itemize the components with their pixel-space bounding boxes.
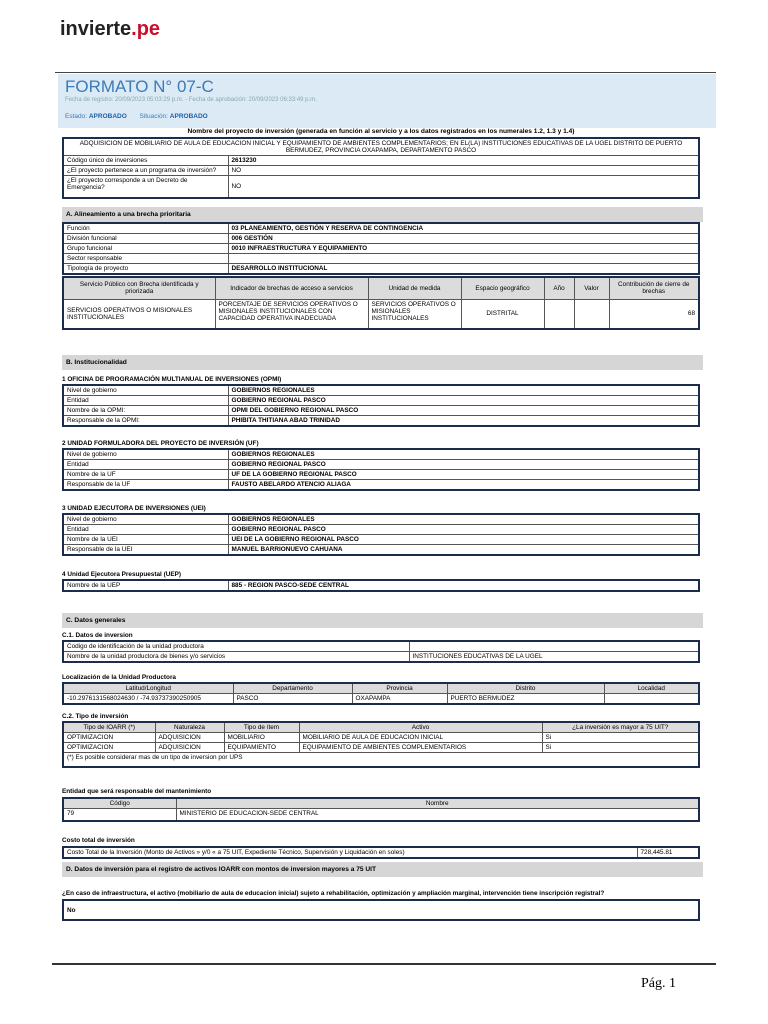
mant-cell: MINISTERIO DE EDUCACION-SEDE CENTRAL	[176, 809, 699, 821]
brecha-header: Servicio Público con Brecha identificada y priorizada	[63, 277, 215, 299]
brecha-cell: SERVICIOS OPERATIVOS O MISIONALES INSTITUCIONALES	[63, 299, 215, 329]
localizacion-table	[62, 682, 700, 705]
project-row-value: 2613230	[228, 156, 699, 166]
brecha-cell: PORCENTAJE DE SERVICIOS OPERATIVOS O MISIONALES INSTITUCIONALES CON CAPACIDAD OPERATIVA INADECUADA	[215, 299, 368, 329]
section-c-title: C. Datos generales	[62, 613, 703, 628]
row-value: GOBIERNOS REGIONALES	[228, 449, 699, 460]
loc-header: Provincia	[352, 683, 447, 694]
row-value: 0010 INFRAESTRUCTURA Y EQUIPAMIENTO	[228, 244, 699, 254]
row-value: 006 GESTIÓN	[228, 234, 699, 244]
row-value: DESARROLLO INSTITUCIONAL	[228, 264, 699, 275]
row-label: Nivel de gobierno	[63, 385, 228, 396]
loc-cell	[604, 694, 699, 705]
project-table	[62, 137, 700, 199]
row-label: Nombre de la UEP	[63, 580, 228, 591]
row-value: GOBIERNO REGIONAL PASCO	[228, 525, 699, 535]
row-value: UF DE LA GOBIERNO REGIONAL PASCO	[228, 470, 699, 480]
mantenimiento-table	[62, 797, 700, 822]
section-b-title: B. Institucionalidad	[62, 355, 703, 370]
row-value: OPMI DEL GOBIERNO REGIONAL PASCO	[228, 406, 699, 416]
d-question: ¿En caso de infraestructura, el activo (mobiliario de aula de educacion inicial) sujeto a rehabilitación, optimización y ampliación marginal, intervención tiene inscripción registral?	[62, 890, 605, 897]
c2-cell: ADQUISICION	[155, 733, 224, 743]
project-row-value: NO	[228, 176, 699, 198]
brecha-cell	[574, 299, 609, 329]
costo-block	[62, 837, 700, 859]
row-label: Entidad	[63, 460, 228, 470]
brecha-cell	[544, 299, 574, 329]
project-heading: Nombre del proyecto de inversión (generada en función al servicio y a los datos registrados en los numerales 1.2, 1.3 y 1.4)	[187, 128, 575, 135]
c2-cell: ADQUISICION	[155, 743, 224, 753]
bottom-divider	[52, 963, 716, 965]
row-label: División funcional	[63, 234, 228, 244]
row-label: Sector responsable	[63, 254, 228, 264]
mant-cell: 79	[63, 809, 176, 821]
c2-cell: OPTIMIZACION	[63, 743, 155, 753]
row-value: GOBIERNO REGIONAL PASCO	[228, 460, 699, 470]
c2-cell: EQUIPAMIENTO DE AMBIENTES COMPLEMENTARIOS	[299, 743, 542, 753]
c2-cell: EQUIPAMIENTO	[224, 743, 299, 753]
uei-table	[62, 513, 700, 556]
row-label: Responsable de la OPMI:	[63, 416, 228, 427]
brecha-table	[62, 276, 700, 330]
c2-cell: MOBILIARIO DE AULA DE EDUCACION INICIAL	[299, 733, 542, 743]
form-dates: Fecha de registro: 20/09/2023 05:03:29 p.m. - Fecha de aprobación: 20/09/2023 06:33:49 p.m.	[65, 97, 317, 103]
loc-header: Localidad	[604, 683, 699, 694]
opmi-table	[62, 384, 700, 427]
c2-cell: Si	[542, 743, 699, 753]
costo-value: 728,445.81	[637, 847, 699, 858]
row-label: Función	[63, 223, 228, 234]
d-answer: No	[63, 900, 699, 920]
row-label: Codigo de identificación de la unidad productora	[63, 641, 409, 652]
brecha-header: Contribución de cierre de brechas	[609, 277, 699, 299]
mant-header: Nombre	[176, 798, 699, 809]
loc-cell: -10.2976131568024630 / -74.93737390250905	[63, 694, 233, 705]
form-title: FORMATO N° 07-C	[65, 77, 214, 96]
uf-heading: 2 UNIDAD FORMULADORA DEL PROYECTO DE INVERSIÓN (UF)	[62, 440, 259, 447]
row-label: Nombre de la UF	[63, 470, 228, 480]
c2-header: ¿La inversión es mayor a 75 UIT?	[542, 722, 699, 733]
row-label: Nivel de gobierno	[63, 514, 228, 525]
brecha-header: Año	[544, 277, 574, 299]
row-value: UEI DE LA GOBIERNO REGIONAL PASCO	[228, 535, 699, 545]
c2-cell: OPTIMIZACION	[63, 733, 155, 743]
c2-cell: MOBILIARIO	[224, 733, 299, 743]
d-table	[62, 899, 700, 921]
brecha-cell: DISTRITAL	[461, 299, 544, 329]
loc-header: Latitud/Longitud	[63, 683, 233, 694]
c2-block	[62, 713, 700, 768]
project-row-label: ¿El proyecto corresponde a un Decreto de Emergencia?	[63, 176, 228, 198]
brecha-header: Espacio geográfico	[461, 277, 544, 299]
costo-label: Costo Total de la Inversión (Monto de Activos » y/0 « a 75 UIT, Expediente Técnico, Supervisión y Liquidación en soles)	[63, 847, 637, 858]
invierte-pe-logo: invierte.pe	[60, 18, 161, 40]
row-value	[409, 641, 699, 652]
c1-block	[62, 632, 700, 663]
loc-cell: PUERTO BERMUDEZ	[447, 694, 604, 705]
uf-table	[62, 448, 700, 491]
localizacion-heading: Localización de la Unidad Productora	[62, 674, 176, 681]
c1-heading: C.1. Datos de inversion	[62, 632, 133, 639]
costo-table	[62, 846, 700, 859]
d-block	[62, 890, 700, 921]
c2-header: Naturaleza	[155, 722, 224, 733]
section-d-title: D. Datos de inversión para el registro de activos IOARR con montos de inversion mayores a 75 UIT	[62, 862, 703, 877]
row-label: Entidad	[63, 396, 228, 406]
row-label: Responsable de la UEI	[63, 545, 228, 556]
brecha-header: Unidad de medida	[368, 277, 461, 299]
section-a-table	[62, 222, 700, 275]
row-value: FAUSTO ABELARDO ATENCIO ALIAGA	[228, 480, 699, 491]
row-value: INSTITUCIONES EDUCATIVAS DE LA UGEL	[409, 652, 699, 663]
row-label: Entidad	[63, 525, 228, 535]
row-label: Nombre de la unidad productora de bienes y/o servicios	[63, 652, 409, 663]
row-label: Nombre de la OPMI:	[63, 406, 228, 416]
project-name: ADQUISICION DE MOBILIARIO DE AULA DE EDUCACION INICIAL Y EQUIPAMIENTO DE AMBIENTES COMPLEMENTARIOS; EN EL(LA) INSTITUCIONES EDUCATIVAS DE LA UGEL DISTRITO DE PUERTO BERMUDEZ, PROVINCIA OXAPAMPA, DEPARTAMENTO PASCO	[63, 138, 699, 156]
uf-block	[62, 440, 700, 491]
uei-heading: 3 UNIDAD EJECUTORA DE INVERSIONES (UEI)	[62, 505, 206, 512]
project-row-label: ¿El proyecto pertenece a un programa de inversión?	[63, 166, 228, 176]
loc-cell: OXAPAMPA	[352, 694, 447, 705]
project-row-label: Código único de inversiones	[63, 156, 228, 166]
row-value: GOBIERNOS REGIONALES	[228, 514, 699, 525]
row-value	[228, 254, 699, 264]
form-status: Estado: APROBADO Situación: APROBADO	[65, 113, 208, 120]
brecha-cell: SERVICIOS OPERATIVOS O MISIONALES INSTITUCIONALES	[368, 299, 461, 329]
loc-header: Departamento	[233, 683, 352, 694]
row-value: GOBIERNO REGIONAL PASCO	[228, 396, 699, 406]
loc-header: Distrito	[447, 683, 604, 694]
c2-heading: C.2. Tipo de inversión	[62, 713, 129, 720]
costo-heading: Costo total de inversión	[62, 837, 135, 844]
uep-heading: 4 Unidad Ejecutora Presupuestal (UEP)	[62, 571, 181, 578]
row-value: MANUEL BARRIONUEVO CAHUANA	[228, 545, 699, 556]
uep-block	[62, 571, 700, 592]
uep-table	[62, 579, 700, 592]
top-divider	[55, 72, 716, 73]
mant-header: Código	[63, 798, 176, 809]
section-a-title: A. Alineamiento a una brecha prioritaria	[62, 207, 703, 222]
row-value: PHIBITA THITIANA ABAD TRINIDAD	[228, 416, 699, 427]
opmi-block	[62, 376, 700, 427]
c2-table	[62, 721, 700, 768]
row-label: Tipología de proyecto	[63, 264, 228, 275]
opmi-heading: 1 OFICINA DE PROGRAMACIÓN MULTIANUAL DE INVERSIONES (OPMI)	[62, 376, 282, 383]
row-label: Responsable de la UF	[63, 480, 228, 491]
row-value: GOBIERNOS REGIONALES	[228, 385, 699, 396]
localizacion-block	[62, 674, 700, 705]
c2-header: Tipo de IOARR (*)	[63, 722, 155, 733]
loc-cell: PASCO	[233, 694, 352, 705]
brecha-header: Indicador de brechas de acceso a servicios	[215, 277, 368, 299]
page-number: Pág. 1	[641, 976, 676, 991]
row-value: 885 - REGION PASCO-SEDE CENTRAL	[228, 580, 699, 591]
row-label: Nivel de gobierno	[63, 449, 228, 460]
section-a-block	[62, 222, 700, 330]
project-block	[62, 128, 700, 199]
c2-cell: Si	[542, 733, 699, 743]
mantenimiento-block	[62, 788, 700, 822]
uei-block	[62, 505, 700, 556]
mantenimiento-heading: Entidad que será responsable del mantenimiento	[62, 788, 212, 795]
project-row-value: NO	[228, 166, 699, 176]
row-value: 03 PLANEAMIENTO, GESTIÓN Y RESERVA DE CONTINGENCIA	[228, 223, 699, 234]
row-label: Grupo funcional	[63, 244, 228, 254]
c2-header: Activo	[299, 722, 542, 733]
row-label: Nombre de la UEI	[63, 535, 228, 545]
form-header	[58, 74, 716, 128]
c2-header: Tipo de ítem	[224, 722, 299, 733]
brecha-cell: 68	[609, 299, 699, 329]
c1-table	[62, 640, 700, 663]
brecha-header: Valor	[574, 277, 609, 299]
c2-note: (*) Es posible considerar mas de un tipo de inversion por UPS	[63, 753, 699, 767]
